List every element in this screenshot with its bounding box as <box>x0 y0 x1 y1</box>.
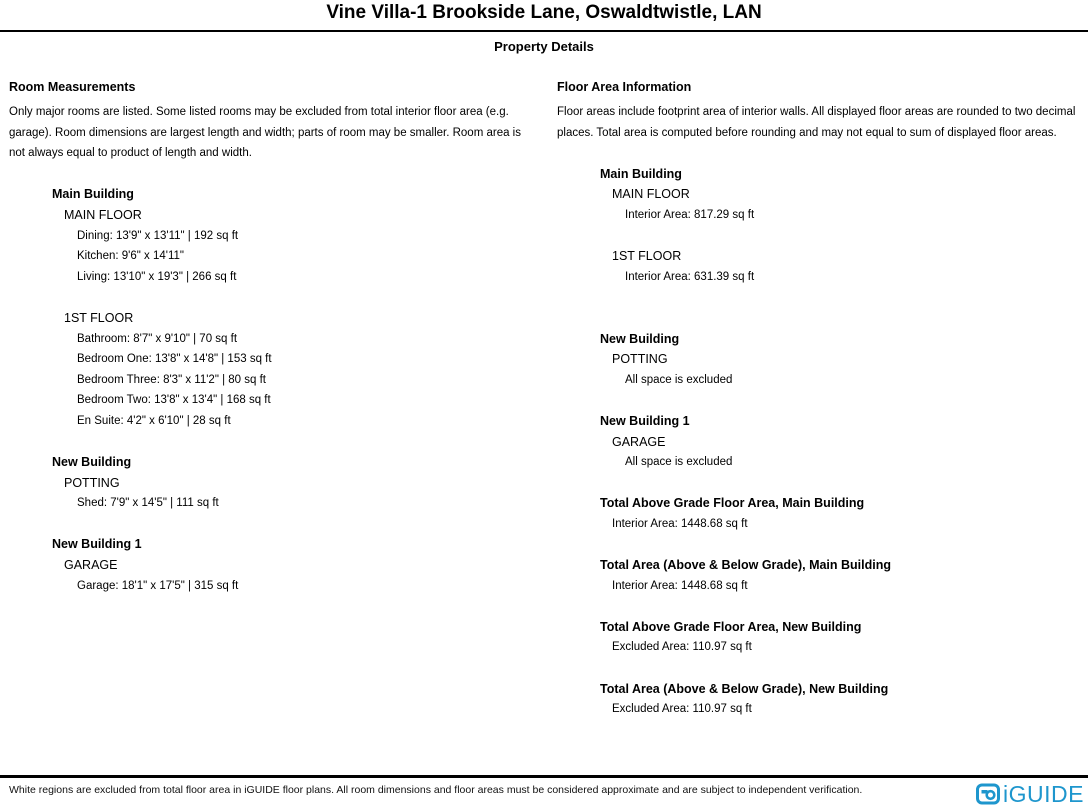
room-measurements-section <box>0 79 544 720</box>
total-area-new <box>557 679 1088 720</box>
room-entry: Dining: 13'9" x 13'11" | 192 sq ft <box>77 229 239 242</box>
building-name: New Building 1 <box>52 537 142 552</box>
iguide-logo <box>976 778 1088 806</box>
fa-building-new <box>557 329 1088 391</box>
building-name: New Building <box>600 331 680 346</box>
room-entry: En Suite: 4'2" x 6'10" | 28 sq ft <box>77 414 231 427</box>
room-entry: Shed: 7'9" x 14'5" | 111 sq ft <box>77 497 219 510</box>
floor-name: MAIN FLOOR <box>64 207 142 222</box>
fa-floor-main-floor <box>557 184 1088 225</box>
floor-name: POTTING <box>64 475 120 490</box>
page-title: Vine Villa-1 Brookside Lane, Oswaldtwistle, LAN <box>326 2 762 23</box>
total-above-grade-new <box>557 617 1088 658</box>
room-entry: Kitchen: 9'6" x 14'11" <box>77 250 184 263</box>
floor-garage <box>9 555 544 596</box>
room-entry: Bedroom One: 13'8" x 14'8" | 153 sq ft <box>77 353 272 366</box>
room-measurements-heading: Room Measurements <box>9 80 136 94</box>
floor-area-value: Interior Area: 817.29 sq ft <box>625 208 755 221</box>
total-label: Total Area (Above & Below Grade), Main Building <box>600 558 891 573</box>
total-label: Total Area (Above & Below Grade), New Building <box>600 681 889 696</box>
building-name: New Building <box>52 455 132 470</box>
total-value: Excluded Area: 110.97 sq ft <box>612 703 752 716</box>
floor-main-floor <box>9 205 544 287</box>
total-value: Interior Area: 1448.68 sq ft <box>612 517 748 530</box>
footer-disclaimer: White regions are excluded from total floor area in iGUIDE floor plans. All room dimensions and floor areas must be considered approximate and are subject to independent verification. <box>9 784 863 796</box>
fa-floor-1st-floor <box>557 246 1088 287</box>
total-value: Interior Area: 1448.68 sq ft <box>612 579 748 592</box>
floor-area-value: All space is excluded <box>625 373 733 386</box>
building-name: Main Building <box>52 187 134 202</box>
floor-area-value: All space is excluded <box>625 456 733 469</box>
room-entry: Bedroom Two: 13'8" x 13'4" | 168 sq ft <box>77 394 271 407</box>
room-entry: Garage: 18'1" x 17'5" | 315 sq ft <box>77 579 239 592</box>
floor-name: 1ST FLOOR <box>612 249 682 264</box>
floor-name: 1ST FLOOR <box>64 310 134 325</box>
total-label: Total Above Grade Floor Area, New Building <box>600 619 862 634</box>
floor-name: MAIN FLOOR <box>612 187 690 202</box>
building-name: Main Building <box>600 166 682 181</box>
fa-building-main <box>557 164 1088 288</box>
iguide-camera-icon <box>976 782 1000 806</box>
page-subtitle: Property Details <box>494 39 594 54</box>
total-label: Total Above Grade Floor Area, Main Building <box>600 496 865 511</box>
footer <box>0 775 1088 806</box>
title-divider <box>0 30 1088 32</box>
total-area-main <box>557 555 1088 596</box>
floor-1st-floor <box>9 308 544 432</box>
building-new-1 <box>9 534 544 596</box>
room-entry: Living: 13'10" x 19'3" | 266 sq ft <box>77 270 237 283</box>
total-value: Excluded Area: 110.97 sq ft <box>612 641 752 654</box>
floor-name: GARAGE <box>612 434 666 449</box>
room-entry: Bedroom Three: 8'3" x 11'2" | 80 sq ft <box>77 373 266 386</box>
room-measurements-description: Only major rooms are listed. Some listed rooms may be excluded from total interior floor area (e.g. garage). Room dimensions are largest length and width; parts of room may be smaller. Room area is not always equal to product of length and width. <box>9 106 521 160</box>
floor-name: GARAGE <box>64 558 118 573</box>
building-new <box>9 452 544 514</box>
floor-potting <box>9 473 544 514</box>
iguide-logo-text: iGUIDE <box>1003 781 1084 807</box>
floor-area-heading: Floor Area Information <box>557 80 692 94</box>
floor-area-value: Interior Area: 631.39 sq ft <box>625 270 755 283</box>
building-main <box>9 184 544 431</box>
fa-floor-garage <box>557 432 1088 473</box>
content-columns <box>0 79 1088 720</box>
building-name: New Building 1 <box>600 413 690 428</box>
fa-floor-potting <box>557 349 1088 390</box>
floor-name: POTTING <box>612 352 668 367</box>
total-above-grade-main <box>557 493 1088 534</box>
floor-area-description: Floor areas include footprint area of interior walls. All displayed floor areas are rounded to two decimal places. Total area is computed before rounding and may not equal to sum of displayed floor areas. <box>557 106 1076 139</box>
fa-building-new-1 <box>557 411 1088 473</box>
floor-area-section <box>544 79 1088 720</box>
room-entry: Bathroom: 8'7" x 9'10" | 70 sq ft <box>77 332 238 345</box>
